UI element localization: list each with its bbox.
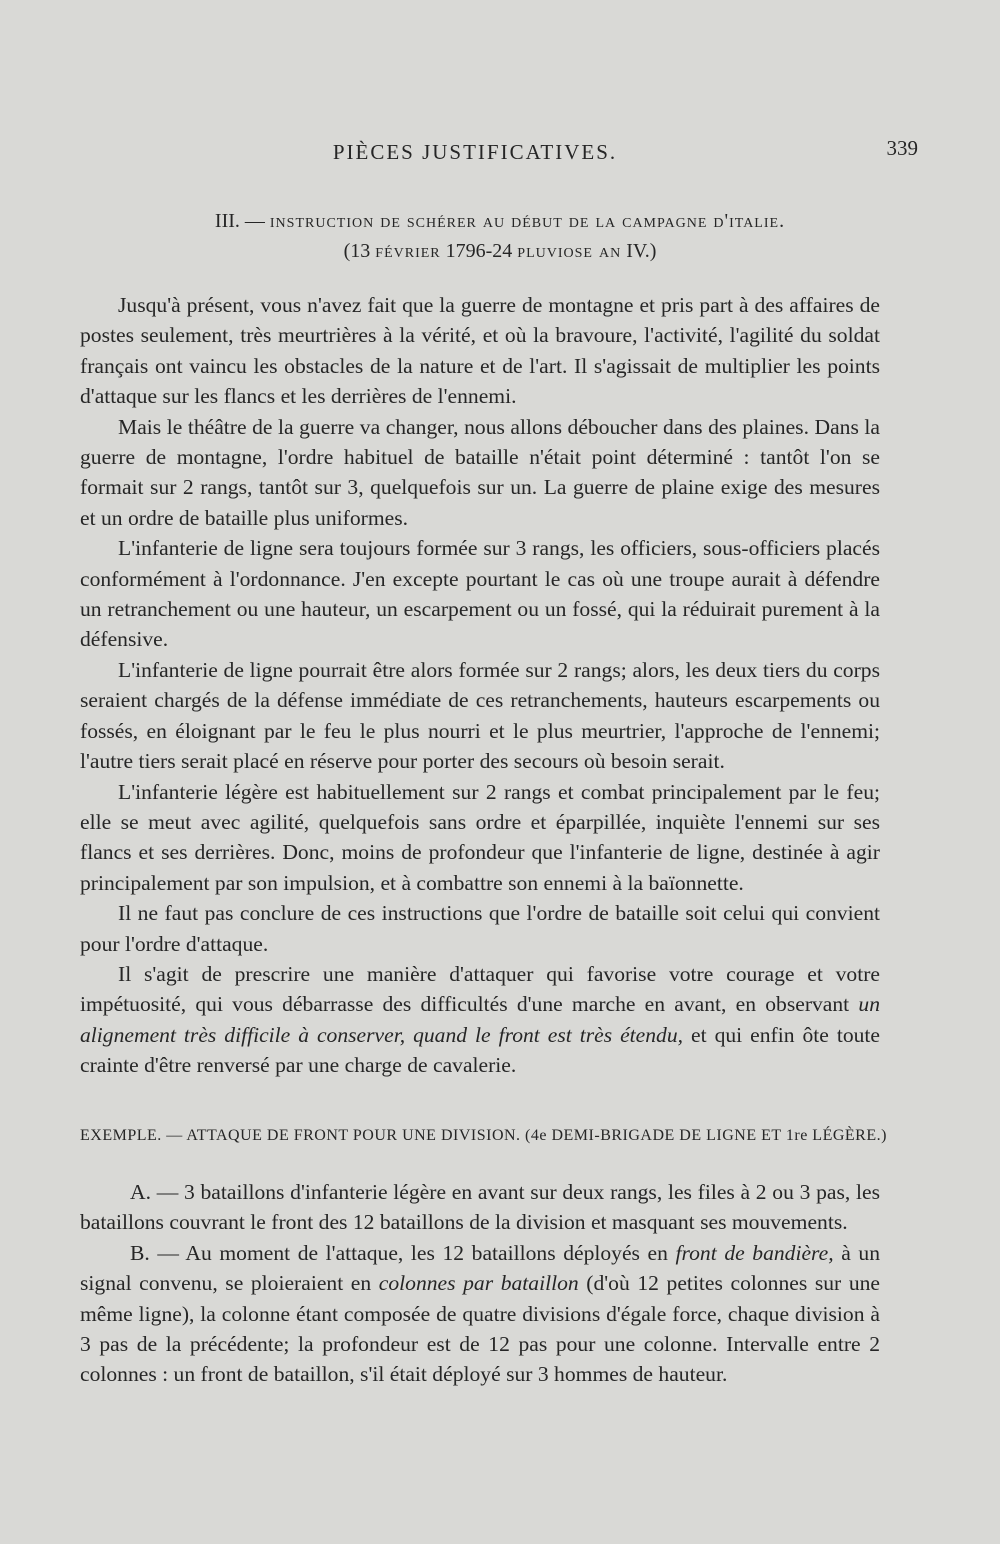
section-date xyxy=(80,240,920,263)
running-head xyxy=(80,136,918,166)
body-text xyxy=(80,290,880,1081)
paragraph: Jusqu'à présent, vous n'avez fait que la guerre de montagne et pris part à des affaires de postes seulement, très meurtrières à la vérité, et où la bravoure, l'activité, l'agilité du soldat français ont vaincu les obstacles de la nature et de l'art. Il s'agissait de multiplier les points d'attaque sur les flancs et les derrières de l'ennemi. xyxy=(80,293,880,409)
text-run: Il s'agit de prescrire une manière d'attaquer qui favorise votre courage et votre impétuosité, qui vous débarrasse des difficultés d'une marche en avant, en observant xyxy=(80,961,880,1017)
italic-run: front de bandière, xyxy=(675,1240,834,1265)
section-number: III. xyxy=(214,210,240,232)
example-label: EXEMPLE. xyxy=(80,1127,162,1144)
date-open: (13 xyxy=(343,240,371,262)
paragraph: L'infanterie de ligne pourrait être alors formée sur 2 rangs; alors, les deux tiers du corps seraient chargés de la défense immédiate de ces retranchements, hauteurs escarpements ou fossés, en éloignant par le feu le plus nourri et le plus meurtrier, l'approche de l'ennemi; l'autre tiers serait placé en réserve pour porter des secours où besoin serait. xyxy=(80,657,880,774)
date-close: IV.) xyxy=(626,240,657,262)
text-run: et qui enfin ôte toute crainte d'être renversé par une charge de cavalerie. xyxy=(80,1022,880,1078)
date-month: février xyxy=(375,240,441,262)
running-title: PIÈCES JUSTIFICATIVES. xyxy=(332,140,618,164)
italic-run: un alignement très difficile à conserver, quand le front est très étendu, xyxy=(80,992,880,1047)
date-revolutionary: pluviose an xyxy=(517,240,622,262)
example-text xyxy=(80,1177,880,1390)
section-heading xyxy=(80,210,920,233)
text-run: B. — Au moment de l'attaque, les 12 bataillons déployés en xyxy=(130,1240,676,1265)
example-item-a: A. — 3 bataillons d'infanterie légère en avant sur deux rangs, les files à 2 ou 3 pas, les bataillons couvrant le front des 12 bataillons de la division et masquant ses mouvements. xyxy=(80,1180,880,1235)
paragraph: Il ne faut pas conclure de ces instructions que l'ordre de bataille soit celui qui convient pour l'ordre d'attaque. xyxy=(80,901,880,956)
example-paren: (4e DEMI-BRIGADE DE LIGNE ET 1re LÉGÈRE.) xyxy=(525,1127,887,1144)
example-title: ATTAQUE DE FRONT POUR UNE DIVISION. xyxy=(186,1127,521,1144)
section-dash: — xyxy=(244,210,265,232)
text-run: à un signal convenu, se ploieraient en xyxy=(80,1240,880,1296)
section-title: instruction de schérer au début de la campagne d'italie. xyxy=(269,210,786,232)
paragraph: Mais le théâtre de la guerre va changer, nous allons déboucher dans des plaines. Dans la guerre de montagne, l'ordre habituel de bataille n'était point déterminé : tantôt l'on se formait sur 2 rangs, tantôt sur 3, quelquefois sur un. La guerre de plaine exige des mesures et un ordre de bataille plus uniformes. xyxy=(80,414,880,530)
italic-run: colonnes par bataillon xyxy=(378,1271,579,1296)
example-item-b xyxy=(80,1238,880,1390)
example-heading xyxy=(80,1127,890,1145)
page-number: 339 xyxy=(886,136,918,160)
text-run: (d'où 12 petites colonnes sur une même ligne), la colonne étant composée de quatre divisions d'égale force, chaque division à 3 pas de la précédente; la profondeur est de 12 pas pour une colonne. Intervalle entre 2 colonnes : un front de bataillon, s'il était déployé sur 3 hommes de hauteur. xyxy=(80,1271,880,1387)
paragraph-last xyxy=(80,959,880,1081)
paragraph: L'infanterie de ligne sera toujours formée sur 3 rangs, les officiers, sous-officiers placés conformément à l'ordonnance. J'en excepte pourtant le cas où une troupe aurait à défendre un retranchement ou une hauteur, un escarpement ou un fossé, qui la réduirait purement à la défensive. xyxy=(80,536,880,652)
example-dash: — xyxy=(166,1127,183,1144)
paragraph: L'infanterie légère est habituellement sur 2 rangs et combat principalement par le feu; elle se meut avec agilité, quelquefois sans ordre et éparpillée, inquiète l'ennemi sur ses flancs et ses derrières. Donc, moins de profondeur que l'infanterie de ligne, destinée à agir principalement par son impulsion, et à combattre son ennemi à la baïonnette. xyxy=(80,779,880,895)
date-year: 1796-24 xyxy=(445,240,513,262)
